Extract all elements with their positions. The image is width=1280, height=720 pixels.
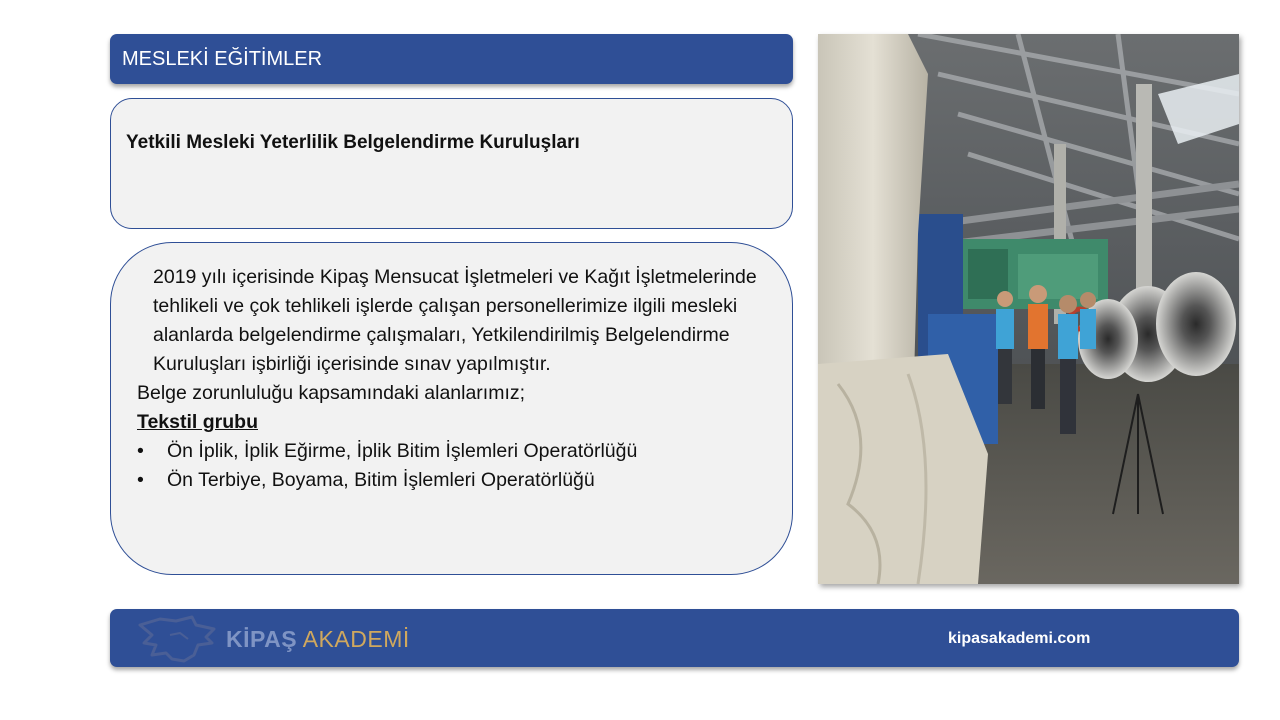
list-item-text: Ön İplik, İplik Eğirme, İplik Bitim İşlemleri Operatörlüğü	[167, 440, 638, 462]
content-text	[137, 263, 757, 495]
list-item	[137, 466, 757, 495]
list-item	[137, 437, 757, 466]
list-item-text: Ön Terbiye, Boyama, Bitim İşlemleri Operatörlüğü	[167, 469, 595, 491]
group-title: Tekstil grubu	[137, 411, 258, 433]
logo-text	[226, 626, 410, 653]
footer-bar	[110, 609, 1239, 667]
subtitle-heading: Yetkili Mesleki Yeterlilik Belgelendirme Kuruluşları	[126, 132, 580, 153]
bullet-icon: •	[137, 440, 144, 462]
bullet-list	[137, 437, 757, 495]
header-title-bar	[110, 34, 793, 84]
scope-line: Belge zorunluluğu kapsamındaki alanlarımız;	[137, 382, 526, 404]
logo-suffix: AKADEMİ	[302, 625, 410, 652]
logo-brand: KİPAŞ	[226, 625, 298, 652]
bullet-icon: •	[137, 469, 144, 491]
kipas-akademi-logo[interactable]	[136, 615, 410, 663]
content-box	[110, 242, 793, 575]
factory-photo	[818, 34, 1239, 584]
subtitle-box	[110, 98, 793, 229]
website-link[interactable]: kipasakademi.com	[948, 630, 1091, 647]
intro-paragraph: 2019 yılı içerisinde Kipaş Mensucat İşletmeleri ve Kağıt İşletmelerinde tehlikeli ve çok tehlikeli işlerde çalışan personellerimize ilgili mesleki alanlarda belgelendirme çalışmaları, Yetkilendirilmiş Belgelendirme Kuruluşları işbirliği içerisinde sınav yapılmıştır.	[153, 266, 757, 375]
page-title: MESLEKİ EĞİTİMLER	[122, 48, 323, 70]
lion-head-icon	[136, 615, 218, 663]
